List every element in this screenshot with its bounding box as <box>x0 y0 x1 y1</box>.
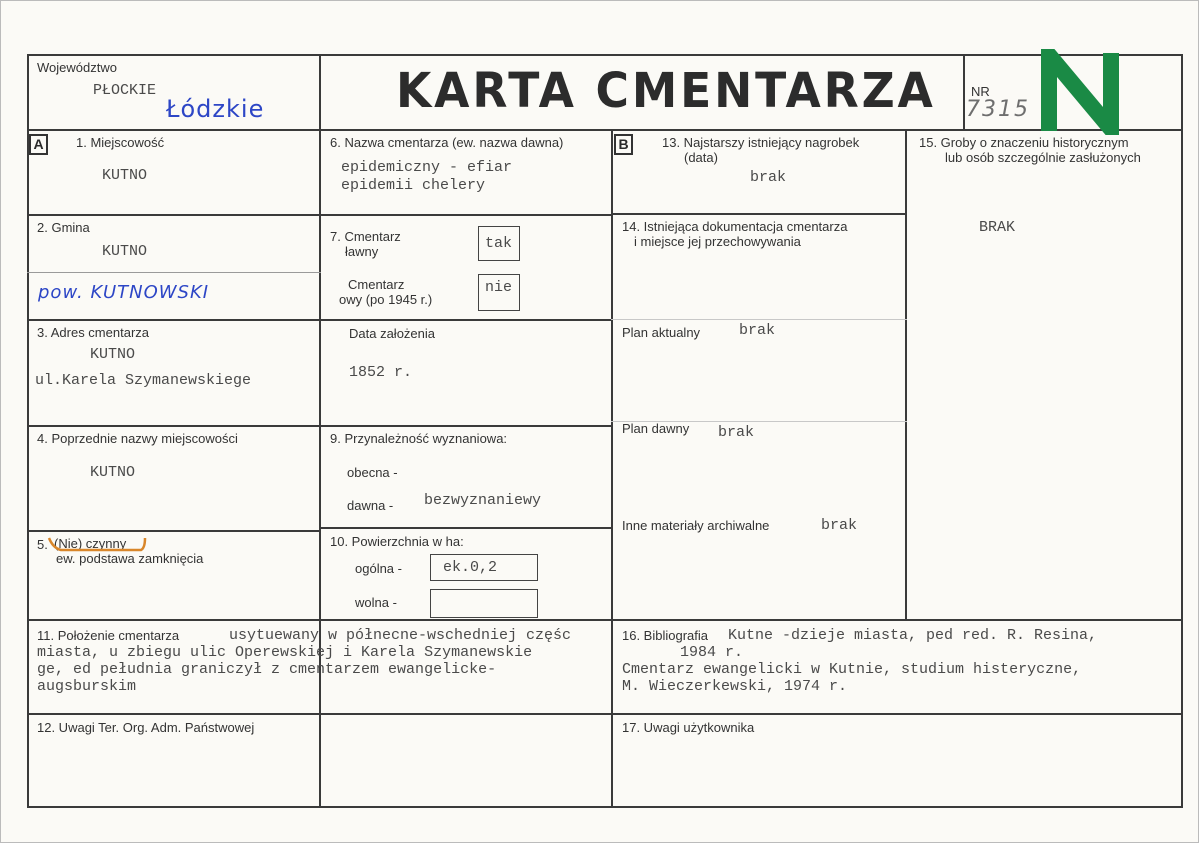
category-n-mark <box>1039 49 1123 135</box>
frame-right <box>1181 54 1183 808</box>
field-15-label-line1: 15. Groby o znaczeniu historycznym <box>919 135 1129 150</box>
field-3-value-line2: ul.Karela Szymanewskiege <box>35 372 252 389</box>
field-10-free-label: wolna - <box>355 595 397 610</box>
field-5-label: (Nie) czynny <box>54 536 127 551</box>
field-5-num: 5. <box>37 537 48 552</box>
field-13-label-line1: 13. Najstarszy istniejący nagrobek <box>662 135 860 150</box>
c1-line-1 <box>27 214 321 216</box>
header-divider-1 <box>319 54 321 808</box>
card-title: KARTA CMENTARZA <box>396 63 936 119</box>
header-divider-nr <box>963 54 965 131</box>
plan-current-value: brak <box>739 322 776 339</box>
field-1-label: 1. Miejscowość <box>76 135 165 150</box>
voivodeship-typed: PŁOCKIE <box>93 82 157 99</box>
field-13-value: brak <box>750 169 787 186</box>
field-3-value-line1: KUTNO <box>90 346 136 363</box>
field-7-box-2-value: nie <box>485 279 513 296</box>
powiat-handwritten: pow. KUTNOWSKI <box>38 282 210 303</box>
plan-former-label: Plan dawny <box>622 421 690 436</box>
field-7-sub2: owy (po 1945 r.) <box>339 292 433 307</box>
field-9-former-label: dawna - <box>347 498 394 513</box>
frame-top <box>27 54 1183 56</box>
field-10-total-label: ogólna - <box>355 561 402 576</box>
field-7-box-1-value: tak <box>485 235 513 252</box>
field-3-label: 3. Adres cmentarza <box>37 325 149 340</box>
field-4-label: 4. Poprzednie nazwy miejscowości <box>37 431 238 446</box>
field-10-label: 10. Powierzchnia w ha: <box>330 534 464 549</box>
field-16-line1: Kutne -dzieje miasta, ped red. R. Resina, <box>728 627 1098 644</box>
c1-line-2 <box>27 319 321 321</box>
nr-label: NR <box>971 84 990 99</box>
field-13-label-line2: (data) <box>684 150 718 165</box>
field-7-label: 7. Cmentarz <box>330 229 401 244</box>
other-archival-label: Inne materiały archiwalne <box>622 518 770 533</box>
header-bottom-line <box>27 129 1183 131</box>
field-7-sub1: ławny <box>345 244 379 259</box>
field-12-label: 12. Uwagi Ter. Org. Adm. Państwowej <box>37 720 255 735</box>
field-11-line1: usytuewany w półnecne-wschedniej częśc <box>229 627 572 644</box>
col-divider-2 <box>611 129 613 808</box>
field-11-line3: ge, ed pełudnia graniczył z cmentarzem ewangelicke- <box>37 661 497 678</box>
c2-line-3 <box>319 425 613 427</box>
field-8-value: 1852 r. <box>349 364 413 381</box>
field-1-value: KUTNO <box>102 167 148 184</box>
c2-line-1 <box>319 214 613 216</box>
field-11-line2: miasta, u zbiegu ulic Operewskiej i Karela Szymanewskie <box>37 644 533 661</box>
voivodeship-label: Województwo <box>37 60 117 75</box>
voivodeship-handwritten: Łódzkie <box>166 95 265 123</box>
field-14-label-line1: 14. Istniejąca dokumentacja cmentarza <box>622 219 848 234</box>
field-14-label-line2: i miejsce jej przechowywania <box>634 234 801 249</box>
field-9-label: 9. Przynależność wyznaniowa: <box>330 431 508 446</box>
field-16-line4: M. Wieczerkewski, 1974 r. <box>622 678 848 695</box>
row-11-top <box>27 619 1183 621</box>
c1-line-3 <box>27 425 321 427</box>
field-11-line4: augsburskim <box>37 678 137 695</box>
frame-bottom <box>27 806 1183 808</box>
field-10-total-value: ek.0,2 <box>443 559 498 576</box>
section-b-mark: B <box>614 134 633 155</box>
field-2-label: 2. Gmina <box>37 220 90 235</box>
field-15-label-line2: lub osób szczególnie zasłużonych <box>945 150 1141 165</box>
field-6-value-line2: epidemii chelery <box>341 177 486 194</box>
field-5-sublabel: ew. podstawa zamknięcia <box>56 551 204 566</box>
c3-line-faint-1 <box>611 319 907 320</box>
col-divider-3 <box>905 129 907 620</box>
field-8-label: Data założenia <box>349 326 435 341</box>
field-11-label: 11. Położenie cmentarza <box>37 628 180 643</box>
field-6-label: 6. Nazwa cmentarza (ew. nazwa dawna) <box>330 135 564 150</box>
field-4-value: KUTNO <box>90 464 136 481</box>
frame-left <box>27 54 29 808</box>
field-7-label-2: Cmentarz <box>348 277 405 292</box>
c2-line-2 <box>319 319 613 321</box>
field-16-line3: Cmentarz ewangelicki w Kutnie, studium histeryczne, <box>622 661 1082 678</box>
plan-current-label: Plan aktualny <box>622 325 701 340</box>
field-16-label: 16. Bibliografia <box>622 628 708 643</box>
field-6-value-line1: epidemiczny - efiar <box>341 159 513 176</box>
row-12-top <box>27 713 1183 715</box>
field-9-current-label: obecna - <box>347 465 398 480</box>
plan-former-value: brak <box>718 424 755 441</box>
nr-handwritten: 7315 <box>966 97 1030 122</box>
c1-line-thin <box>27 272 321 273</box>
c3-line-1 <box>611 213 907 215</box>
field-10-free-box <box>430 589 538 618</box>
field-15-value: BRAK <box>979 219 1016 236</box>
field-2-value: KUTNO <box>102 243 148 260</box>
field-17-label: 17. Uwagi użytkownika <box>622 720 755 735</box>
c2-line-4 <box>319 527 613 529</box>
section-a-mark: A <box>29 134 48 155</box>
field-9-former-value: bezwyznaniewy <box>424 492 542 509</box>
other-archival-value: brak <box>821 517 858 534</box>
field-16-line2: 1984 r. <box>680 644 744 661</box>
